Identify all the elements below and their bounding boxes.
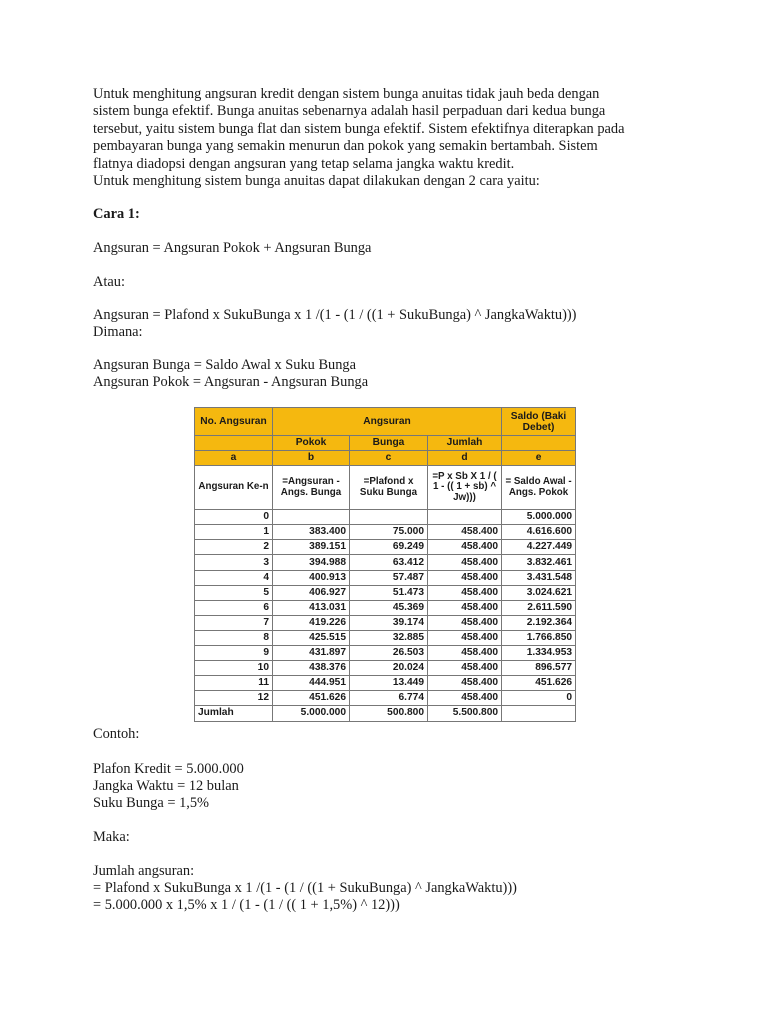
formula-anuitas: Angsuran = Plafond x SukuBunga x 1 /(1 - (1 / ((1 + SukuBunga) ^ JangkaWaktu))) <box>93 307 577 323</box>
contoh-label: Contoh: <box>93 726 140 742</box>
row-saldo: 5.000.000 <box>502 510 576 525</box>
table-row <box>195 510 576 525</box>
row-pokok: 451.626 <box>273 691 350 706</box>
header-blank <box>195 436 273 451</box>
atau-label: Atau: <box>93 274 125 290</box>
row-no: 2 <box>195 540 273 555</box>
row-jumlah: 458.400 <box>428 646 502 661</box>
row-bunga: 32.885 <box>350 630 428 645</box>
maka-label: Maka: <box>93 829 130 845</box>
row-bunga: 13.449 <box>350 676 428 691</box>
sub-bunga-formula: =Plafond x Suku Bunga <box>350 466 428 510</box>
sub-pokok-formula: =Angsuran - Angs. Bunga <box>273 466 350 510</box>
calc-values: = 5.000.000 x 1,5% x 1 / (1 - (1 / (( 1 + 1,5%) ^ 12))) <box>93 897 400 913</box>
row-saldo: 4.616.600 <box>502 525 576 540</box>
row-jumlah: 458.400 <box>428 691 502 706</box>
row-bunga: 26.503 <box>350 646 428 661</box>
row-bunga: 75.000 <box>350 525 428 540</box>
table-row <box>195 585 576 600</box>
letter-e: e <box>502 451 576 466</box>
formula-angsuran-pokok: Angsuran Pokok = Angsuran - Angsuran Bunga <box>93 374 369 390</box>
total-row <box>195 706 576 721</box>
intro-line: Untuk menghitung sistem bunga anuitas dapat dilakukan dengan 2 cara yaitu: <box>93 173 540 190</box>
row-jumlah: 458.400 <box>428 525 502 540</box>
cara-heading: Cara 1: <box>93 206 140 222</box>
row-saldo: 3.431.548 <box>502 570 576 585</box>
sub-jumlah-formula: =P x Sb X 1 / ( 1 - (( 1 + sb) ^ Jw))) <box>428 466 502 510</box>
row-pokok <box>273 510 350 525</box>
amortization-table <box>194 407 575 722</box>
row-no: 11 <box>195 676 273 691</box>
table-row <box>195 630 576 645</box>
table-row <box>195 691 576 706</box>
row-bunga: 6.774 <box>350 691 428 706</box>
header-bunga: Bunga <box>350 436 428 451</box>
sub-angsuran-ke: Angsuran Ke-n <box>195 466 273 510</box>
row-saldo: 0 <box>502 691 576 706</box>
intro-line: tersebut, yaitu sistem bunga flat dan sistem bunga efektif. Sistem efektifnya diterapkan pada <box>93 120 625 137</box>
suku-bunga: Suku Bunga = 1,5% <box>93 795 210 811</box>
header-jumlah: Jumlah <box>428 436 502 451</box>
row-no: 1 <box>195 525 273 540</box>
table-row <box>195 615 576 630</box>
row-bunga: 57.487 <box>350 570 428 585</box>
row-saldo: 3.832.461 <box>502 555 576 570</box>
row-pokok: 419.226 <box>273 615 350 630</box>
intro-line: Untuk menghitung angsuran kredit dengan sistem bunga anuitas tidak jauh beda dengan <box>93 86 600 102</box>
row-jumlah: 458.400 <box>428 540 502 555</box>
table-row <box>195 600 576 615</box>
table-row <box>195 676 576 691</box>
intro-line: pembayaran bunga yang semakin menurun dan pokok yang semakin bertambah. Sistem <box>93 138 598 155</box>
header-blank <box>502 436 576 451</box>
intro-line: sistem bunga efektif. Bunga anuitas sebenarnya adalah hasil perpaduan dari kedua bunga <box>93 103 606 120</box>
row-pokok: 406.927 <box>273 585 350 600</box>
calc-formula: = Plafond x SukuBunga x 1 /(1 - (1 / ((1 + SukuBunga) ^ JangkaWaktu))) <box>93 880 517 896</box>
row-saldo: 4.227.449 <box>502 540 576 555</box>
sub-saldo-formula: = Saldo Awal - Angs. Pokok <box>502 466 576 510</box>
row-saldo: 1.766.850 <box>502 630 576 645</box>
row-bunga: 69.249 <box>350 540 428 555</box>
dimana-label: Dimana: <box>93 324 143 340</box>
row-bunga: 39.174 <box>350 615 428 630</box>
row-jumlah: 458.400 <box>428 615 502 630</box>
row-no: 3 <box>195 555 273 570</box>
header-no-angsuran: No. Angsuran <box>195 408 273 436</box>
row-pokok: 394.988 <box>273 555 350 570</box>
row-jumlah: 458.400 <box>428 570 502 585</box>
header-pokok: Pokok <box>273 436 350 451</box>
row-saldo: 2.192.364 <box>502 615 576 630</box>
row-bunga: 20.024 <box>350 661 428 676</box>
total-bunga: 500.800 <box>350 706 428 721</box>
total-jumlah: 5.500.800 <box>428 706 502 721</box>
row-no: 4 <box>195 570 273 585</box>
row-jumlah: 458.400 <box>428 555 502 570</box>
total-label: Jumlah <box>195 706 273 721</box>
row-jumlah: 458.400 <box>428 630 502 645</box>
letter-c: c <box>350 451 428 466</box>
table-row <box>195 570 576 585</box>
table-row <box>195 555 576 570</box>
row-jumlah: 458.400 <box>428 585 502 600</box>
row-jumlah: 458.400 <box>428 676 502 691</box>
row-no: 12 <box>195 691 273 706</box>
intro-line: flatnya diadopsi dengan angsuran yang tetap selama jangka waktu kredit. <box>93 155 515 172</box>
row-jumlah <box>428 510 502 525</box>
row-saldo: 896.577 <box>502 661 576 676</box>
row-pokok: 438.376 <box>273 661 350 676</box>
letter-d: d <box>428 451 502 466</box>
row-no: 9 <box>195 646 273 661</box>
row-no: 0 <box>195 510 273 525</box>
row-pokok: 413.031 <box>273 600 350 615</box>
header-saldo: Saldo (Baki Debet) <box>502 408 576 436</box>
row-jumlah: 458.400 <box>428 661 502 676</box>
row-bunga <box>350 510 428 525</box>
header-angsuran: Angsuran <box>273 408 502 436</box>
row-pokok: 425.515 <box>273 630 350 645</box>
row-bunga: 51.473 <box>350 585 428 600</box>
table-row <box>195 646 576 661</box>
formula-angsuran-bunga: Angsuran Bunga = Saldo Awal x Suku Bunga <box>93 357 357 373</box>
plafon-kredit: Plafon Kredit = 5.000.000 <box>93 761 244 777</box>
row-bunga: 45.369 <box>350 600 428 615</box>
row-no: 5 <box>195 585 273 600</box>
row-saldo: 3.024.621 <box>502 585 576 600</box>
row-no: 7 <box>195 615 273 630</box>
letter-a: a <box>195 451 273 466</box>
table-row <box>195 661 576 676</box>
letter-b: b <box>273 451 350 466</box>
formula-angsuran: Angsuran = Angsuran Pokok + Angsuran Bunga <box>93 240 372 256</box>
intro-paragraph <box>93 86 675 190</box>
row-pokok: 431.897 <box>273 646 350 661</box>
total-saldo <box>502 706 576 721</box>
row-pokok: 400.913 <box>273 570 350 585</box>
row-saldo: 1.334.953 <box>502 646 576 661</box>
row-pokok: 383.400 <box>273 525 350 540</box>
jumlah-angsuran-label: Jumlah angsuran: <box>93 863 195 879</box>
row-no: 6 <box>195 600 273 615</box>
table-row <box>195 525 576 540</box>
jangka-waktu: Jangka Waktu = 12 bulan <box>93 778 239 794</box>
row-saldo: 451.626 <box>502 676 576 691</box>
table-row <box>195 540 576 555</box>
row-jumlah: 458.400 <box>428 600 502 615</box>
row-no: 10 <box>195 661 273 676</box>
total-pokok: 5.000.000 <box>273 706 350 721</box>
row-no: 8 <box>195 630 273 645</box>
row-pokok: 389.151 <box>273 540 350 555</box>
row-saldo: 2.611.590 <box>502 600 576 615</box>
row-pokok: 444.951 <box>273 676 350 691</box>
row-bunga: 63.412 <box>350 555 428 570</box>
